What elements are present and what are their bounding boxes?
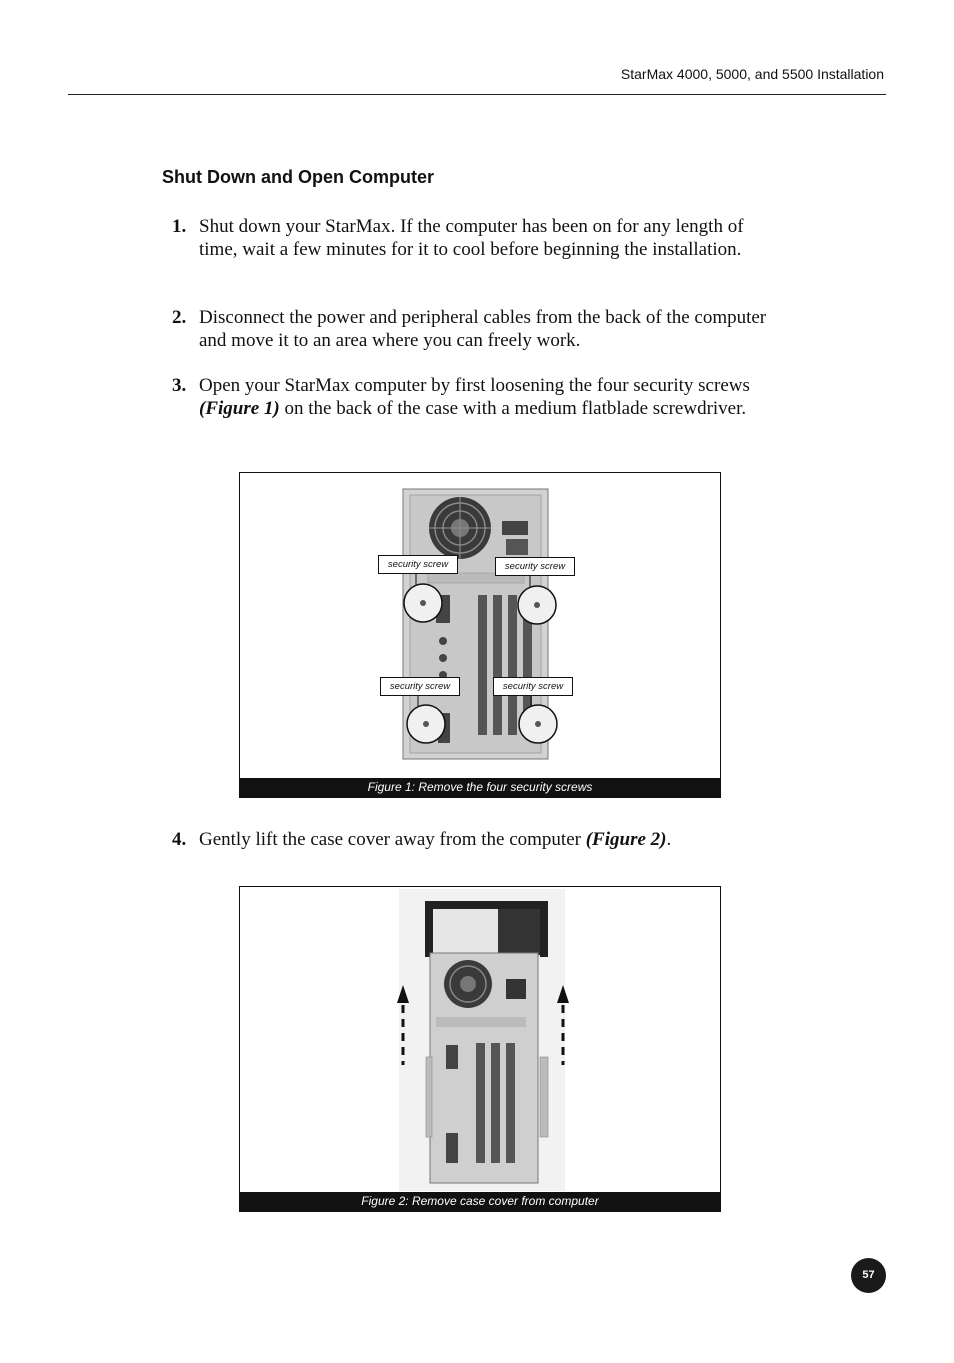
step-text: Disconnect the power and peripheral cables from the back of the computer and move it to an area where you can freely work. — [199, 307, 767, 351]
figure-1 — [239, 472, 721, 798]
figure-2 — [239, 886, 721, 1212]
step-number: 2. — [172, 307, 187, 328]
step-1 — [172, 216, 772, 261]
step-2 — [172, 307, 772, 352]
callout-security-screw-bottom-right: security screw — [493, 677, 573, 696]
step-text: Shut down your StarMax. If the computer has been on for any length of time, wait a few minutes for it to cool before beginning the installation. — [199, 216, 744, 260]
step-text-part: on the back of the case with a medium flatblade screwdriver. — [279, 397, 747, 419]
step-text-part: . — [666, 829, 672, 850]
figure-2-caption: Figure 2: Remove case cover from computer — [240, 1192, 720, 1211]
step-number: 1. — [172, 216, 187, 237]
figure-reference: (Figure 2) — [585, 829, 667, 850]
page-number-badge: 57 — [851, 1258, 886, 1293]
figure-reference: (Figure 1) — [199, 397, 280, 419]
callout-security-screw-bottom-left: security screw — [380, 677, 460, 696]
step-text-part: Gently lift the case cover away from the computer — [199, 829, 586, 850]
step-3 — [172, 375, 772, 420]
step-number: 4. — [172, 829, 187, 850]
case-cover-removal-illustration — [240, 887, 720, 1192]
step-text-part: Open your StarMax computer by first loosening the four security screws — [199, 375, 750, 396]
callout-security-screw-top-right: security screw — [495, 557, 575, 576]
computer-back-illustration — [240, 473, 720, 778]
step-4 — [172, 829, 772, 852]
step-text — [199, 829, 772, 852]
figure-1-caption: Figure 1: Remove the four security screws — [240, 778, 720, 797]
section-title: Shut Down and Open Computer — [162, 167, 434, 187]
header-rule — [68, 94, 886, 95]
step-number: 3. — [172, 375, 187, 396]
step-text — [199, 375, 772, 420]
running-header: StarMax 4000, 5000, and 5500 Installation — [620, 66, 884, 82]
callout-security-screw-top-left: security screw — [378, 555, 458, 574]
